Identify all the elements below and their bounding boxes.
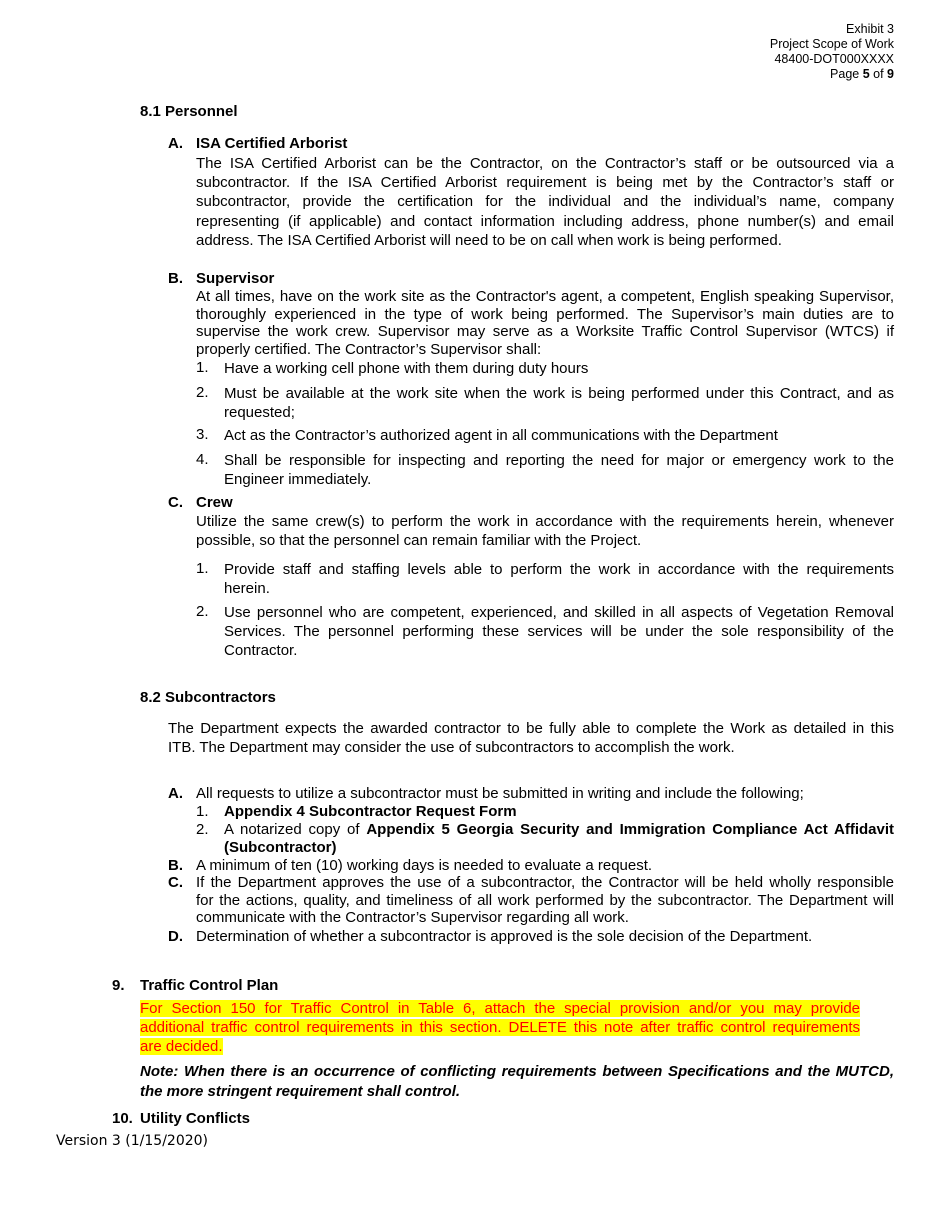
mutcd-note: Note: When there is an occurrence of conflicting requirements between Specifications and the MUTCD, the more stringent requirement shall control. [140,1063,894,1100]
list-number: 3. [196,426,209,443]
arborist-heading: ISA Certified Arborist [196,135,348,152]
list-number: 2. [196,384,209,401]
subcontractor-request-text: All requests to utilize a subcontractor must be submitted in writing and include the following; [196,785,804,802]
supervisor-duty: Have a working cell phone with them during duty hours [224,360,589,377]
arborist-paragraph: The ISA Certified Arborist can be the Contractor, on the Contractor’s staff or be outsourced via a subcontractor. If the ISA Certified Arborist requirement is being met by the Contractor’s staff or subcontractor, provide the certification for the individual and the individual’s name, company representing (if applicable) and contact information including address, phone number(s) and email address. The ISA Certified Arborist will need to be on call when work is being performed. [196,155,894,249]
list-number: 1. [196,359,209,376]
crew-paragraph: Utilize the same crew(s) to perform the work in accordance with the requirements herein, whenever possible, so that the personnel can remain familiar with the Project. [196,513,894,550]
supervisor-duty: Act as the Contractor’s authorized agent in all communications with the Department [224,427,778,444]
appendix-5-reference: A notarized copy of Appendix 5 Georgia Security and Immigration Compliance Act Affidavit (Subcontractor) [224,821,894,856]
item-letter-a: A. [168,135,183,152]
crew-heading: Crew [196,494,233,511]
crew-requirement: Provide staff and staffing levels able to perform the work in accordance with the requirements herein. [224,561,894,598]
supervisor-duty: Must be available at the work site when the work is being performed under this Contract, and as requested; [224,385,894,422]
list-number: 4. [196,451,209,468]
section-9-title: Traffic Control Plan [140,977,279,994]
supervisor-duty: Shall be responsible for inspecting and reporting the need for major or emergency work to the Engineer immediately. [224,452,894,489]
section-10-number: 10. [112,1110,133,1127]
document-number: 48400-DOT000XXXX [774,52,894,66]
evaluation-period-text: A minimum of ten (10) working days is needed to evaluate a request. [196,857,653,874]
document-title: Project Scope of Work [769,37,894,51]
list-number: 1. [196,560,209,577]
supervisor-heading: Supervisor [196,270,275,287]
page-number: Page 5 of 9 [830,67,894,81]
item-letter-c: C. [168,874,183,891]
supervisor-paragraph: At all times, have on the work site as the Contractor's agent, a competent, English speaking Supervisor, thoroughly experienced in the type of work being performed. The Supervisor’s main duties are to supervise the work crew. Supervisor may serve as a Worksite Traffic Control Supervisor (WTCS) if properly certified. The Contractor’s Supervisor shall: [196,288,894,358]
exhibit-label: Exhibit 3 [846,22,894,36]
crew-requirement: Use personnel who are competent, experienced, and skilled in all aspects of Vegetation Removal Services. The personnel performing these services will be under the sole responsibility of the Contractor. [224,604,894,660]
list-number: 2. [196,603,209,620]
appendix-4-reference: Appendix 4 Subcontractor Request Form [224,803,517,820]
page-header [770,22,894,82]
approval-decision-text: Determination of whether a subcontractor is approved is the sole decision of the Department. [196,928,813,945]
subcontractors-intro: The Department expects the awarded contractor to be fully able to complete the Work as detailed in this ITB. The Department may consider the use of subcontractors to accomplish the work. [168,720,894,757]
section-8-2-title: 8.2 Subcontractors [140,689,276,706]
list-number: 1. [196,803,209,820]
section-9-number: 9. [112,977,125,994]
item-letter-b: B. [168,857,183,874]
item-letter-c: C. [168,494,183,511]
traffic-control-editor-note: For Section 150 for Traffic Control in Table 6, attach the special provision and/or you may provide additional traffic control requirements in this section. DELETE this note after traffic control requirements are decided. [140,1000,860,1056]
section-10-title: Utility Conflicts [140,1110,251,1127]
version-footer: Version 3 (1/15/2020) [56,1133,208,1149]
item-letter-a: A. [168,785,183,802]
item-letter-b: B. [168,270,183,287]
list-number: 2. [196,821,209,838]
section-8-1-title: 8.1 Personnel [140,103,238,120]
item-letter-d: D. [168,928,183,945]
responsibility-paragraph: If the Department approves the use of a subcontractor, the Contractor will be held wholly responsible for the actions, quality, and timeliness of all work performed by the subcontractor. The Department will communicate with the Contractor’s Supervisor regarding all work. [196,874,894,926]
